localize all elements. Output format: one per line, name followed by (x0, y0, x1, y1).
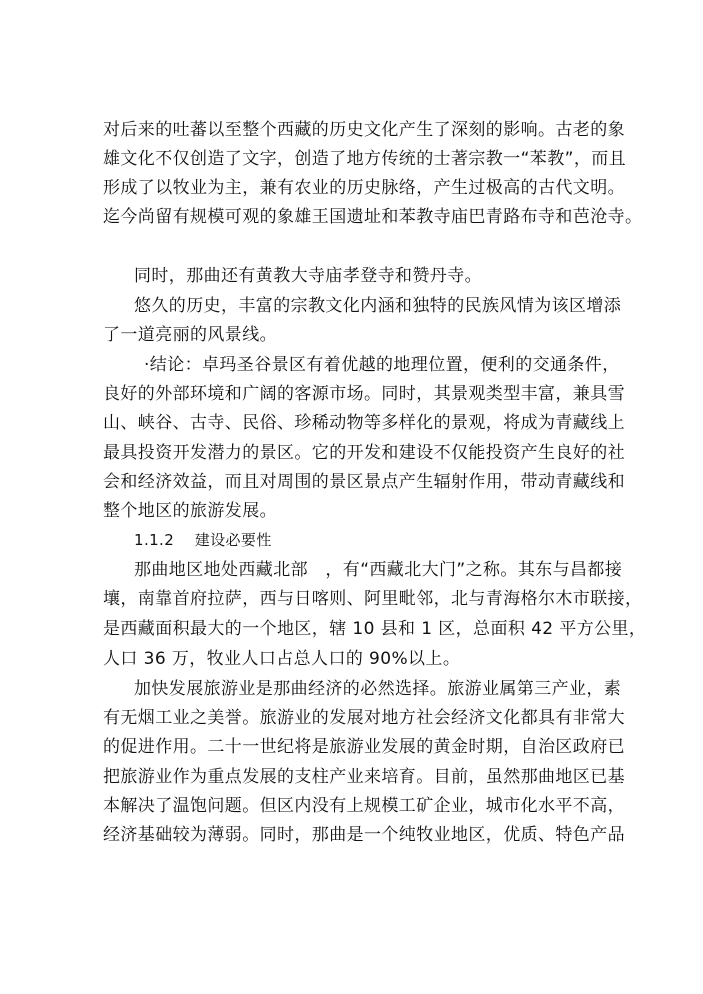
text-line: 是西藏面积最大的一个地区，辖 10 县和 1 区，总面积 42 平方公里， (103, 619, 647, 639)
text-line: 迄今尚留有规模可观的象雄王国遗址和苯教寺庙巴青路布寺和芭沧寺。 (103, 207, 643, 227)
text-line: 有无烟工业之美誉。旅游业的发展对地方社会经济文化都具有非常大 (103, 708, 625, 728)
text-line: 加快发展旅游业是那曲经济的必然选择。旅游业属第三产业，素 (134, 679, 622, 699)
text-line: 山、峡谷、古寺、民俗、珍稀动物等多样化的景观，将成为青藏线上 (103, 413, 625, 433)
section-heading: 1.1.2 建设必要性 (134, 531, 272, 549)
text-line: 壤，南靠首府拉萨，西与日喀则、阿里毗邻，北与青海格尔木市联接， (103, 589, 643, 609)
text-line: 同时，那曲还有黄教大寺庙孝登寺和赞丹寺。 (134, 266, 482, 286)
text-line: 经济基础较为薄弱。同时，那曲是一个纯牧业地区，优质、特色产品 (103, 825, 625, 845)
text-line: 整个地区的旅游发展。 (103, 501, 277, 521)
text-line: 对后来的吐蕃以至整个西藏的历史文化产生了深刻的影响。古老的象 (103, 120, 625, 140)
text-line: 那曲地区地处西藏北部 ，有“西藏北大门”之称。其东与昌都接 (134, 560, 623, 580)
text-line: 良好的外部环境和广阔的客源市场。同时，其景观类型丰富，兼具雪 (103, 384, 625, 404)
text-line: 雄文化不仅创造了文字，创造了地方传统的士著宗教一“苯教”，而且 (103, 149, 627, 169)
text-line: ·结论：卓玛圣谷景区有着优越的地理位置，便利的交通条件， (144, 355, 620, 375)
text-line: 的促进作用。二十一世纪将是旅游业发展的黄金时期，自治区政府已 (103, 737, 625, 757)
text-line: 形成了以牧业为主，兼有农业的历史脉络，产生过极高的古代文明。 (103, 178, 625, 198)
text-line: 了一道亮丽的风景线。 (103, 325, 277, 345)
text-line: 会和经济效益，而且对周围的景区景点产生辐射作用，带动青藏线和 (103, 472, 625, 492)
text-line: 悠久的历史，丰富的宗教文化内涵和独特的民族风情为该区增添 (134, 296, 622, 316)
text-line: 把旅游业作为重点发展的支柱产业来培育。目前，虽然那曲地区已基 (103, 767, 625, 787)
text-line: 最具投资开发潜力的景区。它的开发和建设不仅能投资产生良好的社 (103, 443, 625, 463)
text-line: 人口 36 万，牧业人口占总人口的 90%以上。 (103, 649, 461, 669)
text-line: 本解决了温饱问题。但区内没有上规模工矿企业，城市化水平不高， (103, 796, 625, 816)
